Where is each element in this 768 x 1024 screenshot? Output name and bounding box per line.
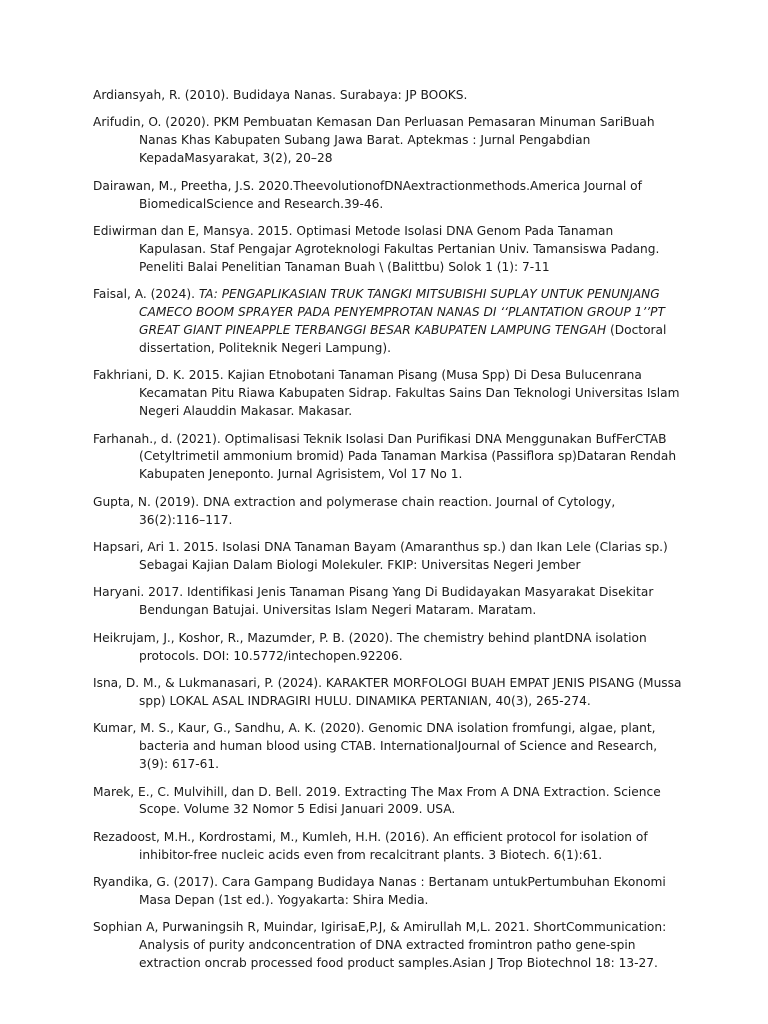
reference-item: Fakhriani, D. K. 2015. Kajian Etnobotani Tanaman Pisang (Musa Spp) Di Desa Bulucenrana Kecamatan Pitu Riawa Kabupaten Sidrap. Fakultas Sains Dan Teknologi Universitas Islam Negeri Alauddin Makasar. Makasar. bbox=[93, 368, 680, 419]
reference-item: Arifudin, O. (2020). PKM Pembuatan Kemasan Dan Perluasan Pemasaran Minuman SariBuah Nanas Khas Kabupaten Subang Jawa Barat. Aptekmas : Jurnal Pengabdian KepadaMasyarakat, 3(2), 20–28 bbox=[93, 115, 655, 166]
reference-item: Isna, D. M., & Lukmanasari, P. (2024). KARAKTER MORFOLOGI BUAH EMPAT JENIS PISANG (Mussa spp) LOKAL ASAL INDRAGIRI HULU. DINAMIKA PERTANIAN, 40(3), 265-274. bbox=[93, 675, 682, 708]
reference-list bbox=[93, 87, 683, 983]
reference-item: Heikrujam, J., Koshor, R., Mazumder, P. B. (2020). The chemistry behind plantDNA isolation protocols. DOI: 10.5772/intechopen.92206. bbox=[93, 630, 647, 663]
reference-item: Ediwirman dan E, Mansya. 2015. Optimasi Metode Isolasi DNA Genom Pada Tanaman Kapulasan. Staf Pengajar Agroteknologi Fakultas Pertanian Univ. Tamansiswa Padang. Peneliti Balai Penelitian Tanaman Buah \ (Balittbu) Solok 1 (1): 7-11 bbox=[93, 223, 660, 274]
reference-suffix: (Doctoral dissertation, Politeknik Negeri Lampung). bbox=[139, 322, 667, 355]
reference-item: Gupta, N. (2019). DNA extraction and polymerase chain reaction. Journal of Cytology, 36(2):116–117. bbox=[93, 494, 616, 527]
reference-item: Kumar, M. S., Kaur, G., Sandhu, A. K. (2020). Genomic DNA isolation fromfungi, algae, plant, bacteria and human blood using CTAB. InternationalJournal of Science and Research, 3(9): 617-61. bbox=[93, 721, 658, 772]
reference-item: Farhanah., d. (2021). Optimalisasi Teknik Isolasi Dan Purifikasi DNA Menggunakan BufFerCTAB (Cetyltrimetil ammonium bromid) Pada Tanaman Markisa (Passiflora sp)Dataran Rendah Kabupaten Jeneponto. Jurnal Agrisistem, Vol 17 No 1. bbox=[93, 431, 677, 482]
reference-item: Sophian A, Purwaningsih R, Muindar, IgirisaE,P.J, & Amirullah M,L. 2021. ShortCommunication: Analysis of purity andconcentration of DNA extracted fromintron patho gene-spin extraction oncrab processed food product samples.Asian J Trop Biotechnol 18: 13-27. bbox=[93, 920, 667, 971]
reference-item: Haryani. 2017. Identifikasi Jenis Tanaman Pisang Yang Di Budidayakan Masyarakat Disekitar Bendungan Batujai. Universitas Islam Negeri Mataram. Maratam. bbox=[93, 585, 654, 618]
reference-prefix: Faisal, A. (2024). bbox=[93, 287, 199, 302]
reference-item bbox=[93, 286, 683, 358]
reference-item: Ryandika, G. (2017). Cara Gampang Budidaya Nanas : Bertanam untukPertumbuhan Ekonomi Masa Depan (1st ed.). Yogyakarta: Shira Media. bbox=[93, 875, 666, 908]
reference-item: Dairawan, M., Preetha, J.S. 2020.TheevolutionofDNAextractionmethods.America Journal of BiomedicalScience and Research.39-46. bbox=[93, 178, 642, 211]
reference-item: Ardiansyah, R. (2010). Budidaya Nanas. Surabaya: JP BOOKS. bbox=[93, 88, 468, 102]
reference-item: Marek, E., C. Mulvihill, dan D. Bell. 2019. Extracting The Max From A DNA Extraction. Science Scope. Volume 32 Nomor 5 Edisi Januari 2009. USA. bbox=[93, 784, 661, 817]
reference-item: Rezadoost, M.H., Kordrostami, M., Kumleh, H.H. (2016). An efficient protocol for isolation of inhibitor-free nucleic acids even from recalcitrant plants. 3 Biotech. 6(1):61. bbox=[93, 829, 648, 862]
reference-title-italic: TA: PENGAPLIKASIAN TRUK TANGKI MITSUBISHI SUPLAY UNTUK PENUNJANG CAMECO BOOM SPRAYER PADA PENYEMPROTAN NANAS DI ‘‘PLANTATION GROUP 1’’PT GREAT GIANT PINEAPPLE TERBANGGI BESAR KABUPATEN LAMPUNG TENGAH bbox=[139, 287, 665, 337]
reference-item: Hapsari, Ari 1. 2015. Isolasi DNA Tanaman Bayam (Amaranthus sp.) dan Ikan Lele (Clarias sp.) Sebagai Kajian Dalam Biologi Molekuler. FKIP: Universitas Negeri Jember bbox=[93, 540, 668, 572]
